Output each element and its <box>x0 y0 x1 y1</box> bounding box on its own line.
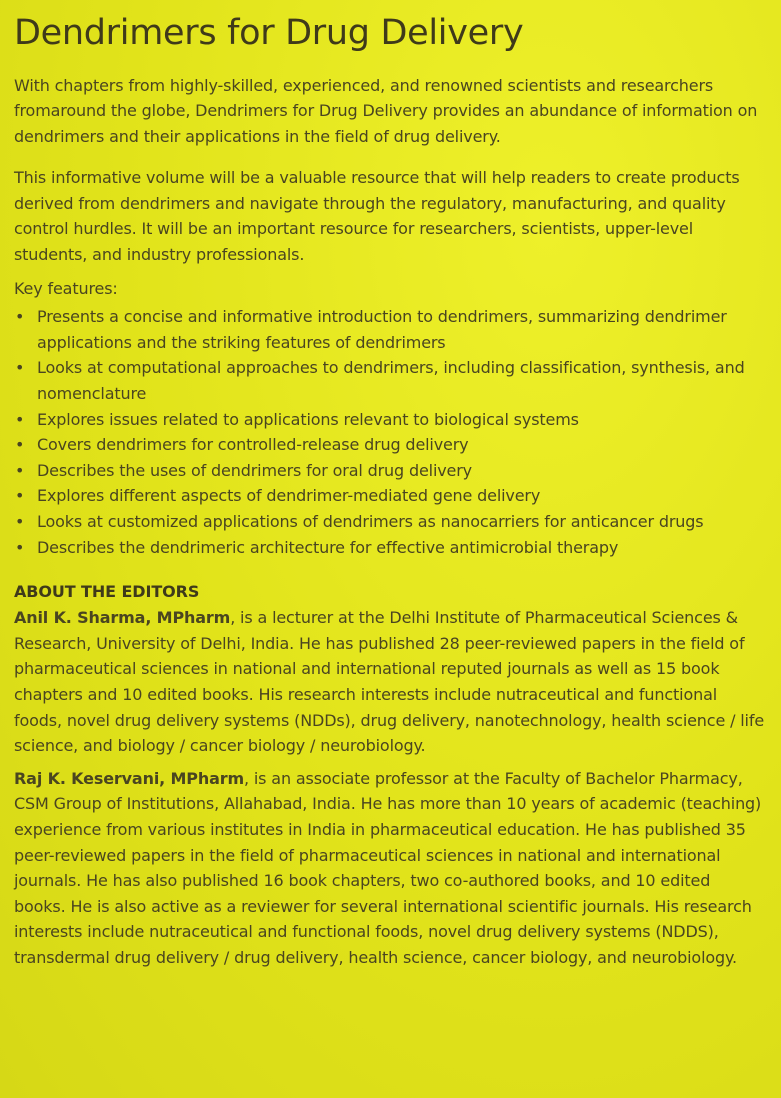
intro-paragraph: With chapters from highly-skilled, experienced, and renowned scientists and researchers fromaround the globe, Dendrimers for Drug Delivery provides an abundance of information on dendrimers and their applications in the field of drug delivery. <box>14 75 758 146</box>
feature-item <box>14 355 766 406</box>
editor-name: Anil K. Sharma, MPharm <box>14 608 231 628</box>
book-title: Dendrimers for Drug Delivery <box>14 13 524 53</box>
feature-text: Looks at computational approaches to dendrimers, including classification, synthesis, and nomenclature <box>37 358 745 404</box>
editor-bio-text: , is a lecturer at the Delhi Institute of Pharmaceutical Sciences & Research, University of Delhi, India. He has published 28 peer-reviewed papers in the field of pharmaceutical sciences in national and international reputed journals as well as 15 book chapters and 10 edited books. His research interests include nutraceutical and functional foods, novel drug delivery systems (NDDs), drug delivery, nanotechnology, health science / life science, and biology / cancer biology / neurobiology. <box>14 608 765 756</box>
back-cover <box>14 14 766 978</box>
feature-text: Explores issues related to applications relevant to biological systems <box>37 409 579 429</box>
description-paragraph: This informative volume will be a valuable resource that will help readers to create products derived from dendrimers and navigate through the regulatory, manufacturing, and quality control hurdles. It will be an important resource for researchers, scientists, upper-level students, and industry professionals. <box>14 168 740 265</box>
feature-item <box>14 509 766 535</box>
feature-text: Presents a concise and informative introduction to dendrimers, summarizing dendrimer applications and the striking features of dendrimers <box>37 307 727 352</box>
bullet-icon: • <box>15 435 25 455</box>
editor-bio-text: , is an associate professor at the Faculty of Bachelor Pharmacy, CSM Group of Institutions, Allahabad, India. He has more than 10 years of academic (teaching) experience from various institutes in India in pharmaceutical education. He has published 35 peer-reviewed papers in the field of pharmaceutical sciences in national and international journals. He has also published 16 book chapters, two co-authored books, and 10 edited books. He is also active as a reviewer for several international scientific journals. His research interests include nutraceutical and functional foods, novel drug delivery systems (NDDS), transdermal drug delivery / drug delivery, health science, cancer biology, and neurobiology. <box>14 768 762 967</box>
feature-item <box>14 432 766 458</box>
bullet-icon: • <box>15 486 25 506</box>
feature-item <box>14 535 766 561</box>
editor-name: Raj K. Keservani, MPharm <box>14 768 245 788</box>
feature-text: Describes the uses of dendrimers for oral drug delivery <box>37 460 472 480</box>
key-features-list <box>14 304 766 560</box>
feature-item <box>14 304 766 355</box>
bullet-icon: • <box>15 460 25 480</box>
bullet-icon: • <box>15 512 25 531</box>
feature-item <box>14 483 766 509</box>
editor-bio <box>14 605 766 759</box>
feature-text: Explores different aspects of dendrimer-mediated gene delivery <box>37 486 541 506</box>
bullet-icon: • <box>15 358 25 378</box>
bullet-icon: • <box>15 537 25 557</box>
bullet-icon: • <box>15 307 25 327</box>
feature-item <box>14 407 766 433</box>
feature-text: Looks at customized applications of dendrimers as nanocarriers for anticancer drugs <box>37 512 704 531</box>
bullet-icon: • <box>15 409 25 429</box>
editor-bio <box>14 766 766 971</box>
feature-item <box>14 458 766 484</box>
about-editors-heading: ABOUT THE EDITORS <box>14 582 200 602</box>
key-features-label: Key features: <box>14 278 118 298</box>
feature-text: Covers dendrimers for controlled-release drug delivery <box>37 435 469 455</box>
feature-text: Describes the dendrimeric architecture for effective antimicrobial therapy <box>37 537 619 557</box>
